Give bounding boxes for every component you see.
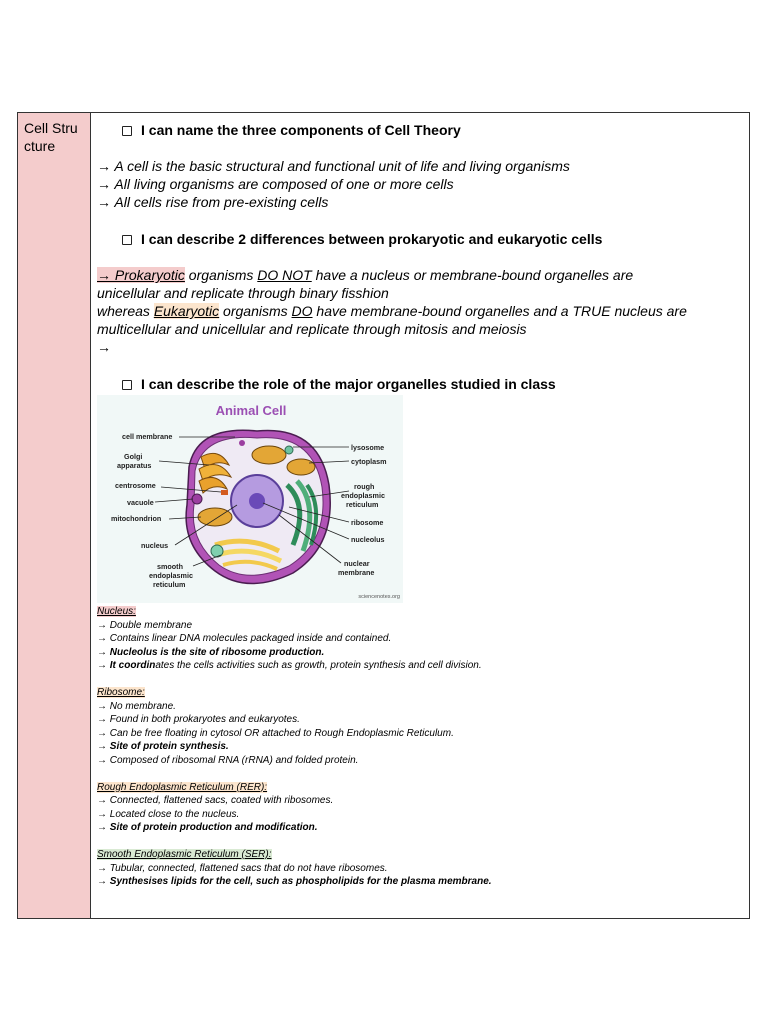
nucleus-point-1: → Double membrane: [97, 619, 193, 631]
eukaryotic-term: Eukaryotic: [153, 303, 220, 319]
prokaryotic-line-2: unicellular and replicate through binary fisshion: [97, 285, 389, 301]
label-smooth-3: reticulum: [153, 580, 186, 589]
ribosome-heading: Ribosome:: [97, 687, 145, 698]
label-nuclear-1: nuclear: [344, 559, 370, 568]
ribosome-point-4: → Site of protein synthesis.: [97, 741, 229, 752]
ribosome-point-1: → No membrane.: [97, 700, 176, 712]
diagram-credit: sciencenotes.org: [358, 594, 400, 600]
ser-point-1: → Tubular, connected, flattened sacs that do not have ribosomes.: [97, 862, 388, 874]
objective-2-text: I can describe 2 differences between prokaryotic and eukaryotic cells: [141, 231, 603, 247]
cell-theory-point-3: → All cells rise from pre-existing cells: [97, 194, 329, 210]
nucleus-heading: Nucleus:: [97, 606, 136, 617]
prokaryotic-term: → Prokaryotic: [97, 267, 185, 283]
label-nuclear-2: membrane: [338, 568, 375, 577]
ribosome-point-5: → Composed of ribosomal RNA (rRNA) and folded protein.: [97, 754, 359, 766]
diagram-title: Animal Cell: [215, 403, 287, 418]
label-centrosome: centrosome: [115, 481, 156, 490]
organelle-notes: [97, 605, 492, 889]
rer-point-2: → Located close to the nucleus.: [97, 808, 240, 820]
ribosome-point-3: → Can be free floating in cytosol OR attached to Rough Endoplasmic Reticulum.: [97, 727, 454, 739]
label-cell-membrane: cell membrane: [122, 432, 173, 441]
label-rough-1: rough: [354, 482, 375, 491]
eukaryotic-line-2: multicellular and unicellular and replicate through mitosis and meiosis: [97, 321, 527, 337]
label-smooth-2: endoplasmic: [149, 571, 193, 580]
cell-theory-list: [97, 157, 570, 211]
label-golgi-1: Golgi: [124, 452, 143, 461]
checkbox-objective-2[interactable]: [122, 235, 132, 245]
label-smooth-1: smooth: [157, 562, 183, 571]
empty-arrow-line: →: [97, 339, 111, 355]
objective-organelles: [122, 376, 556, 392]
ser-heading: Smooth Endoplasmic Reticulum (SER):: [97, 849, 272, 860]
rer-point-1: → Connected, flattened sacs, coated with ribosomes.: [97, 795, 334, 806]
ser-point-2: → Synthesises lipids for the cell, such as phospholipids for the plasma membrane.: [97, 876, 492, 887]
label-ribosome: ribosome: [351, 518, 384, 527]
label-rough-3: reticulum: [346, 500, 379, 509]
label-vacuole: vacuole: [127, 498, 154, 507]
rer-heading: Rough Endoplasmic Reticulum (RER):: [97, 781, 268, 793]
label-golgi-2: apparatus: [117, 461, 152, 470]
eukaryotic-line-1: whereas Eukaryotic organisms DO have membrane-bound organelles and a TRUE nucleus are: [97, 303, 687, 319]
objective-cell-theory: [122, 122, 461, 138]
differences-text: [97, 266, 687, 356]
label-rough-2: endoplasmic: [341, 491, 385, 500]
objective-differences: [122, 231, 602, 247]
cell-theory-point-1: → A cell is the basic structural and functional unit of life and living organisms: [97, 158, 570, 174]
objective-3-text: I can describe the role of the major organelles studied in class: [141, 376, 556, 392]
animal-cell-diagram: [97, 395, 403, 603]
label-nucleolus: nucleolus: [351, 535, 385, 544]
label-mitochondrion: mitochondrion: [111, 514, 162, 523]
label-cytoplasm: cytoplasm: [351, 457, 387, 466]
nucleus-point-2: → Contains linear DNA molecules packaged inside and contained.: [97, 633, 392, 644]
cell-theory-point-2: → All living organisms are composed of one or more cells: [97, 176, 454, 192]
checkbox-objective-1[interactable]: [122, 126, 132, 136]
nucleus-point-3: → Nucleolus is the site of ribosome production.: [97, 646, 325, 658]
topic-label: Cell Structure: [24, 120, 78, 154]
nucleus-point-4: → It coordinates the cells activities such as growth, protein synthesis and cell division.: [97, 660, 482, 671]
checkbox-objective-3[interactable]: [122, 380, 132, 390]
objective-1-text: I can name the three components of Cell Theory: [141, 122, 461, 138]
rer-point-3: → Site of protein production and modification.: [97, 822, 318, 833]
prokaryotic-line-1: → Prokaryotic organisms DO NOT have a nucleus or membrane-bound organelles are: [97, 267, 634, 283]
topic-cell: [18, 113, 91, 918]
ribosome-point-2: → Found in both prokaryotes and eukaryotes.: [97, 714, 300, 725]
label-nucleus: nucleus: [141, 541, 169, 550]
label-lysosome: lysosome: [351, 443, 385, 452]
